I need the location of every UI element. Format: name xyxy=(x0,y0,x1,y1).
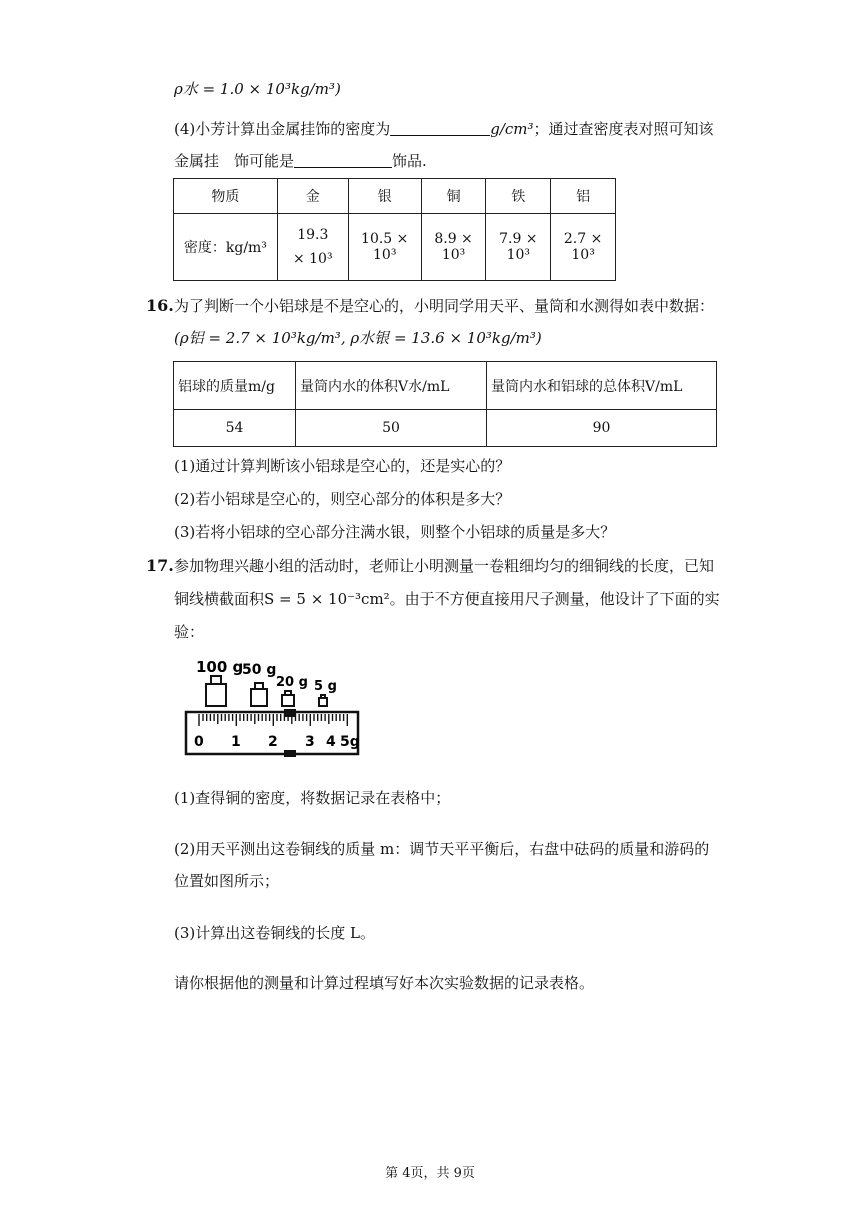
density-header-cell: 铝 xyxy=(551,179,616,214)
q17-line2: 铜线横截面积S = 5 × 10⁻³cm²。由于不方便直接用尺子测量，他设计了下面的实 xyxy=(174,590,720,608)
q16-part3: (3)若将小铝球的空心部分注满水银，则整个小铝球的质量是多大？ xyxy=(174,523,616,541)
weight-label: 50 g xyxy=(242,662,277,678)
material-answer-blank[interactable] xyxy=(294,151,392,168)
density-header-cell: 物质 xyxy=(174,179,278,214)
q17-part3: (3)计算出这卷铜线的长度 L。 xyxy=(174,924,375,942)
scale-label: 0 xyxy=(194,734,204,750)
q16-number: 16. xyxy=(146,296,174,315)
weight-50g-icon xyxy=(251,683,267,706)
water-density-formula: ρ水 = 1.0 × 10³kg/m³) xyxy=(174,80,341,98)
q16-part1: (1)通过计算判断该小铝球是空心的，还是实心的？ xyxy=(174,457,511,475)
q16-given: (ρ铝 = 2.7 × 10³kg/m³, ρ水银 = 13.6 × 10³kg/m³) xyxy=(174,329,542,347)
weights-and-rider-figure xyxy=(180,654,370,760)
density-header-cell: 铜 xyxy=(421,179,486,214)
density-header-cell: 铁 xyxy=(486,179,551,214)
table-header-cell: 量筒内水的体积V水/mL xyxy=(296,362,487,410)
density-answer-blank[interactable] xyxy=(390,119,490,136)
scale-label: 5g xyxy=(340,734,360,750)
q17-line3: 验： xyxy=(174,623,205,641)
q17-number: 17. xyxy=(146,556,174,575)
table-header-cell: 铝球的质量m/g xyxy=(174,362,296,410)
q15-part4-line1: (4)小芳计算出金属挂饰的密度为 g/cm³；通过查密度表对照可知该 xyxy=(174,120,714,138)
aluminum-ball-table xyxy=(173,361,717,447)
rider-scale-ticks xyxy=(199,714,347,726)
density-row-label: 密度：kg/m³ xyxy=(174,214,278,281)
table-value-cell: 90 xyxy=(487,410,717,447)
table-value-cell: 50 xyxy=(296,410,487,447)
scale-label: 3 xyxy=(305,734,315,750)
q15-part4-line2: 金属挂 饰可能是 饰品. xyxy=(174,152,427,170)
table-value-cell: 54 xyxy=(174,410,296,447)
density-value-cell: 8.9 × 10³ xyxy=(421,214,486,281)
q17-part1: (1)查得铜的密度，将数据记录在表格中； xyxy=(174,789,451,807)
density-value-cell: 2.7 × 10³ xyxy=(551,214,616,281)
rider-bottom-marker xyxy=(284,750,296,757)
scale-label: 4 xyxy=(326,734,336,750)
weight-label: 100 g xyxy=(196,658,244,676)
density-header-cell: 银 xyxy=(348,179,421,214)
weight-label: 5 g xyxy=(314,679,337,694)
q16-part2: (2)若小铝球是空心的，则空心部分的体积是多大？ xyxy=(174,490,511,508)
rider-top-marker xyxy=(284,709,296,717)
weight-label: 20 g xyxy=(276,675,308,690)
table-header-cell: 量筒内水和铝球的总体积V/mL xyxy=(487,362,717,410)
weight-100g-icon xyxy=(206,676,226,706)
density-table xyxy=(173,178,616,281)
weight-20g-icon xyxy=(282,691,294,706)
q17-line1: 参加物理兴趣小组的活动时，老师让小明测量一卷粗细均匀的细铜线的长度，已知 xyxy=(174,557,715,575)
page-footer: 第 4页，共 9页 xyxy=(385,1166,475,1181)
density-value-cell: 7.9 × 10³ xyxy=(486,214,551,281)
weight-5g-icon xyxy=(319,695,327,706)
q17-instruction: 请你根据他的测量和计算过程填写好本次实验数据的记录表格。 xyxy=(174,974,595,992)
density-value-cell: 10.5 × 10³ xyxy=(348,214,421,281)
q17-part2-line1: (2)用天平测出这卷铜线的质量 m：调节天平平衡后，右盘中砝码的质量和游码的 xyxy=(174,840,710,858)
scale-label: 2 xyxy=(268,734,278,750)
gold-density-cell: 19.3 × 10³ xyxy=(277,214,348,281)
scale-label: 1 xyxy=(231,734,241,750)
q16-stem: 为了判断一个小铝球是不是空心的，小明同学用天平、量筒和水测得如表中数据： xyxy=(174,297,715,315)
density-header-cell: 金 xyxy=(277,179,348,214)
q17-part2-line2: 位置如图所示； xyxy=(174,872,280,890)
